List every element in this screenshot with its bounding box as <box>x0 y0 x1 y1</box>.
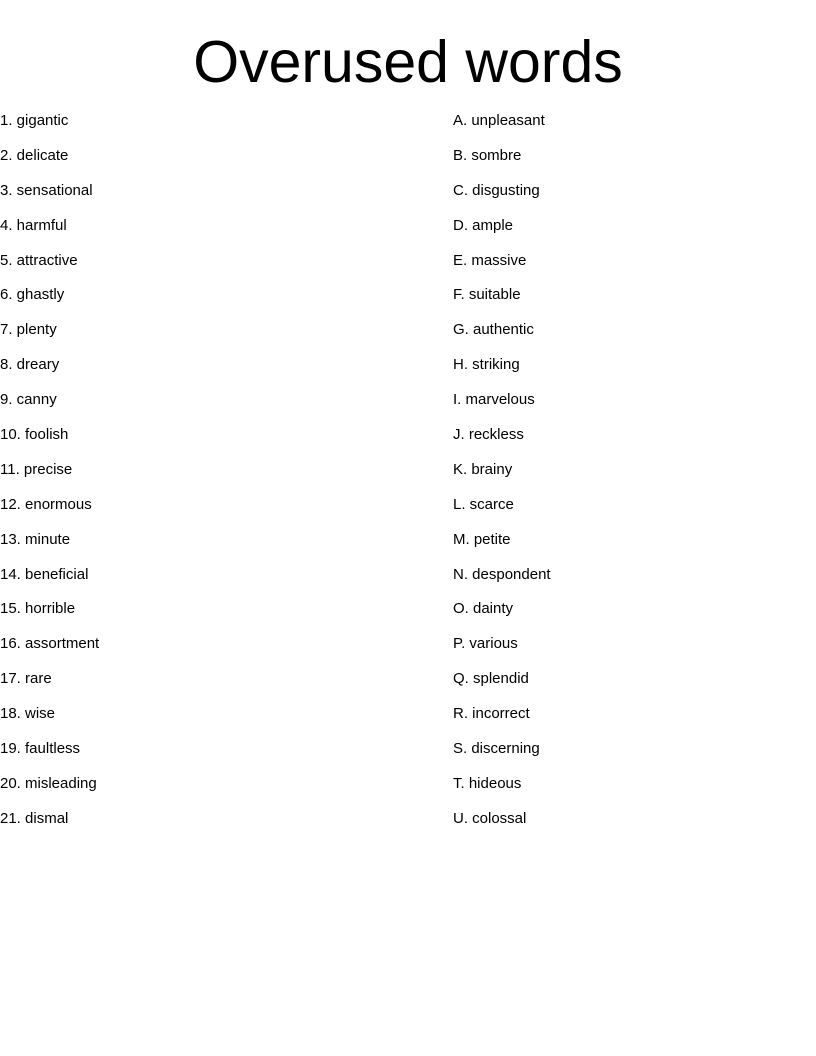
word-item: 6. ghastly <box>0 286 65 304</box>
word-item: 4. harmful <box>0 216 67 234</box>
word-item: 9. canny <box>0 391 57 409</box>
word-item: 3. sensational <box>0 181 93 199</box>
synonym-item: S. discerning <box>453 740 540 758</box>
word-item: 21. dismal <box>0 809 69 827</box>
synonym-item: R. incorrect <box>453 705 530 723</box>
synonym-item: G. authentic <box>453 321 534 339</box>
word-list <box>0 111 99 844</box>
word-item: 17. rare <box>0 670 52 688</box>
word-item: 10. foolish <box>0 426 69 444</box>
word-item: 18. wise <box>0 705 56 723</box>
synonym-item: J. reckless <box>453 426 524 444</box>
synonym-item: A. unpleasant <box>453 112 545 129</box>
synonym-item: L. scarce <box>453 495 514 513</box>
word-item: 2. delicate <box>0 146 69 164</box>
word-item: 1. gigantic <box>0 112 69 129</box>
page-title: Overused words <box>193 29 623 95</box>
synonym-item: Q. splendid <box>453 670 529 688</box>
synonym-item: C. disgusting <box>453 181 540 199</box>
word-item: 19. faultless <box>0 740 81 758</box>
synonym-item: I. marvelous <box>453 391 535 409</box>
synonym-item: E. massive <box>453 251 527 269</box>
synonym-item: P. various <box>453 635 518 653</box>
synonym-item: F. suitable <box>453 286 521 304</box>
word-item: 12. enormous <box>0 495 92 513</box>
synonym-item: O. dainty <box>453 600 514 618</box>
synonym-item: T. hideous <box>453 774 522 792</box>
synonym-item: K. brainy <box>453 460 513 478</box>
word-item: 20. misleading <box>0 774 97 792</box>
word-item: 8. dreary <box>0 356 60 374</box>
word-item: 7. plenty <box>0 321 57 339</box>
synonym-list <box>453 111 551 844</box>
word-item: 5. attractive <box>0 251 78 269</box>
word-item: 15. horrible <box>0 600 76 618</box>
word-item: 14. beneficial <box>0 565 89 583</box>
synonym-item: D. ample <box>453 216 514 234</box>
synonym-item: N. despondent <box>453 565 551 583</box>
word-item: 16. assortment <box>0 635 100 653</box>
synonym-item: H. striking <box>453 356 520 374</box>
synonym-item: B. sombre <box>453 146 522 164</box>
word-item: 13. minute <box>0 530 71 548</box>
synonym-item: U. colossal <box>453 809 527 827</box>
word-item: 11. precise <box>0 460 73 478</box>
synonym-item: M. petite <box>453 530 511 548</box>
